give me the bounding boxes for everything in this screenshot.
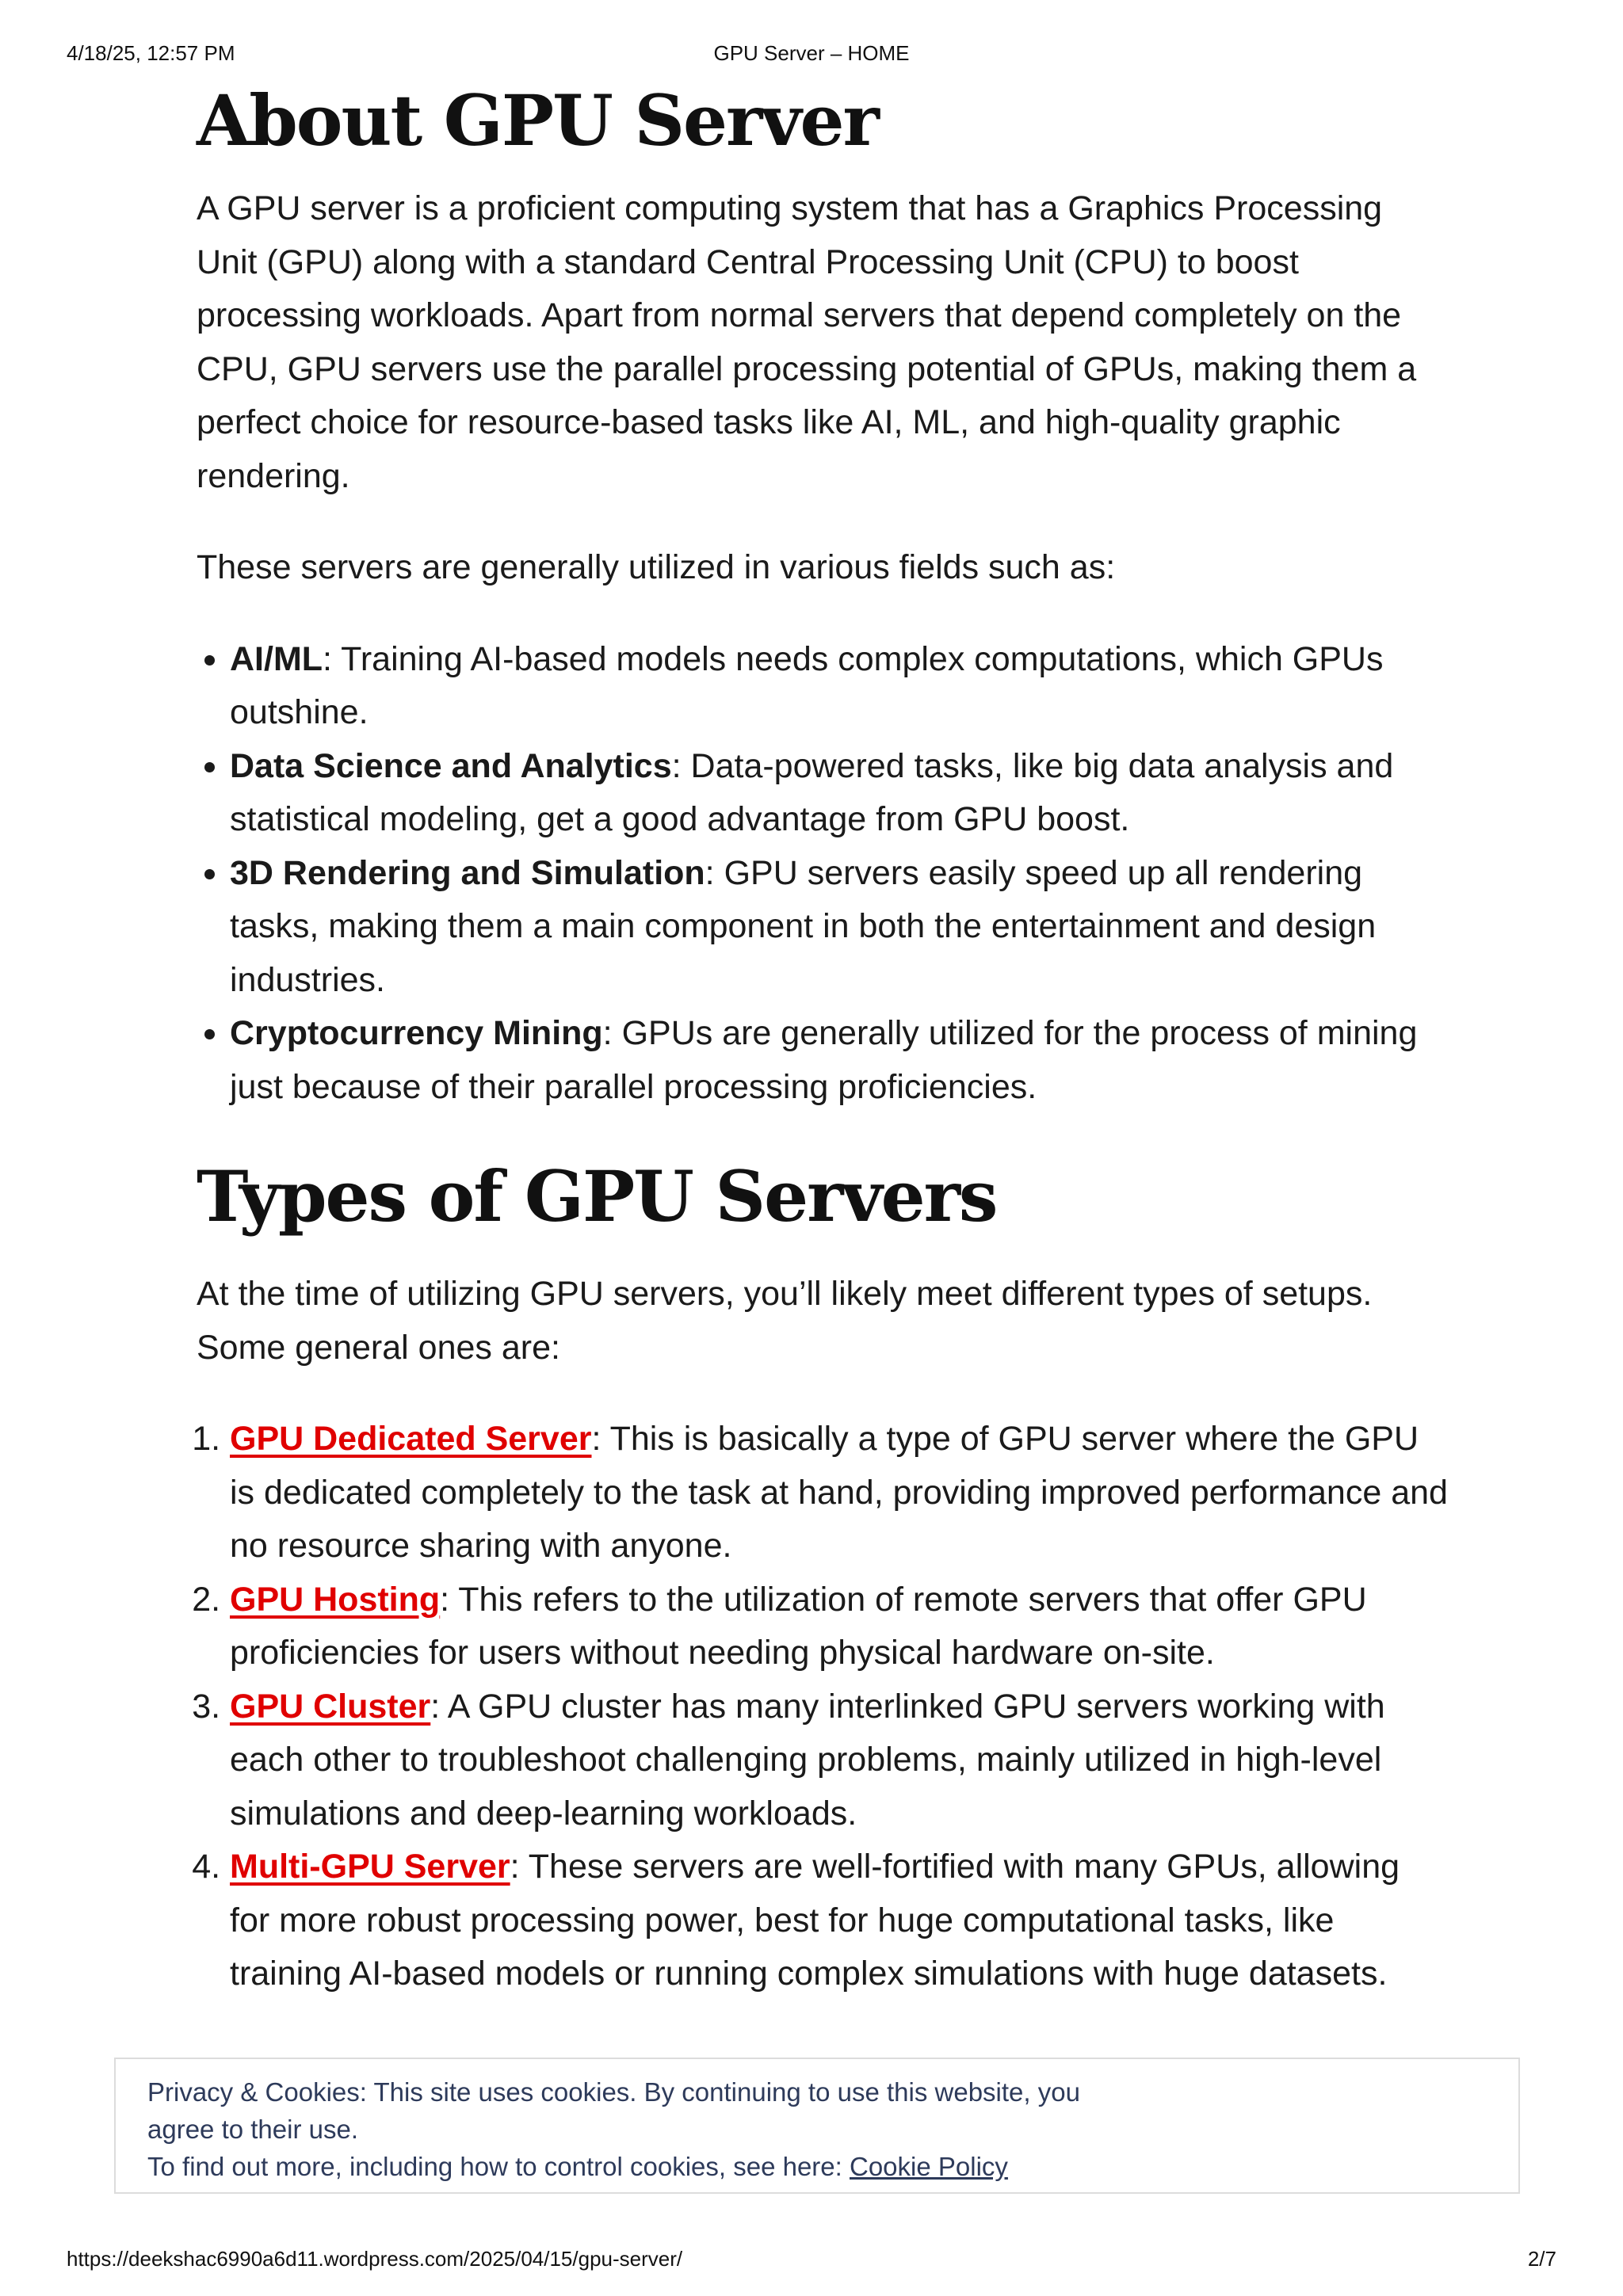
field-term: AI/ML (230, 639, 323, 678)
gpu-cluster-link[interactable]: GPU Cluster (230, 1687, 431, 1726)
type-description: : This is basically a type of GPU server where the GPU is dedicated completely to the task at hand, providing improved performance and no resource sharing with anyone. (230, 1420, 1448, 1565)
print-footer (0, 2247, 1623, 2279)
cookie-text-line (147, 2148, 1487, 2185)
types-list (197, 1413, 1449, 2001)
cookie-text-line: Privacy & Cookies: This site uses cookies. By continuing to use this website, you (147, 2077, 1080, 2107)
gpu-hosting-link[interactable]: GPU Hosting (230, 1580, 441, 1619)
types-intro-paragraph: At the time of utilizing GPU servers, you’ll likely meet different types of setups. Some general ones are: (197, 1275, 1373, 1367)
field-description: : GPUs are generally utilized for the process of mining just because of their parallel processing proficiencies. (230, 1014, 1418, 1106)
type-description: : These servers are well-fortified with many GPUs, allowing for more robust processing power, best for huge computational tasks, like training AI-based models or running complex simulations with huge datasets. (230, 1848, 1400, 1993)
about-intro-paragraph: A GPU server is a proficient computing system that has a Graphics Processing Unit (GPU) along with a standard Central Processing Unit (CPU) to boost processing workloads. Apart from normal servers that depend completely on the CPU, GPU servers use the parallel processing potential of GPUs, making them a perfect choice for resource-based tasks like AI, ML, and high-quality graphic rendering. (197, 189, 1417, 495)
field-description: : GPU servers easily speed up all rendering tasks, making them a main component in both the entertainment and design industries. (230, 853, 1377, 999)
list-item (230, 847, 1449, 1008)
list-item (230, 1573, 1449, 1680)
field-description: : Data-powered tasks, like big data analysis and statistical modeling, get a good advantage from GPU boost. (230, 746, 1394, 838)
fields-intro-paragraph: These servers are generally utilized in various fields such as: (197, 548, 1116, 586)
list-item (230, 1413, 1449, 1573)
type-description: : This refers to the utilization of remote servers that offer GPU proficiencies for users without needing physical hardware on-site. (230, 1580, 1367, 1672)
cookie-text-line: agree to their use. (147, 2115, 358, 2144)
list-item (230, 1007, 1449, 1114)
about-heading: About GPU Server (197, 79, 878, 162)
types-heading: Types of GPU Servers (197, 1155, 997, 1238)
list-item (230, 1680, 1449, 1841)
cookie-banner (114, 2058, 1520, 2194)
print-datetime: 4/18/25, 12:57 PM (67, 41, 235, 65)
type-description: : A GPU cluster has many interlinked GPU servers working with each other to troubleshoot challenging problems, mainly utilized in high-level simulations and deep-learning workloads. (230, 1687, 1385, 1833)
print-page-number: 2/7 (1527, 2247, 1556, 2271)
print-page-title: GPU Server – HOME (713, 41, 910, 65)
field-term: Cryptocurrency Mining (230, 1014, 603, 1052)
list-item (230, 633, 1449, 740)
multi-gpu-server-link[interactable]: Multi-GPU Server (230, 1848, 510, 1886)
print-header (0, 41, 1623, 73)
cookie-policy-link[interactable]: Cookie Policy (850, 2152, 1008, 2181)
list-item (230, 740, 1449, 847)
print-url: https://deekshac6990a6d11.wordpress.com/2025/04/15/gpu-server/ (67, 2247, 683, 2271)
field-term: 3D Rendering and Simulation (230, 853, 705, 892)
article-content (197, 76, 1449, 2001)
list-item (230, 1840, 1449, 2001)
field-term: Data Science and Analytics (230, 746, 672, 785)
field-description: : Training AI-based models needs complex computations, which GPUs outshine. (230, 639, 1384, 731)
fields-list (197, 633, 1449, 1115)
gpu-dedicated-server-link[interactable]: GPU Dedicated Server (230, 1420, 592, 1458)
cookie-policy-prefix: To find out more, including how to control cookies, see here: (147, 2152, 850, 2181)
